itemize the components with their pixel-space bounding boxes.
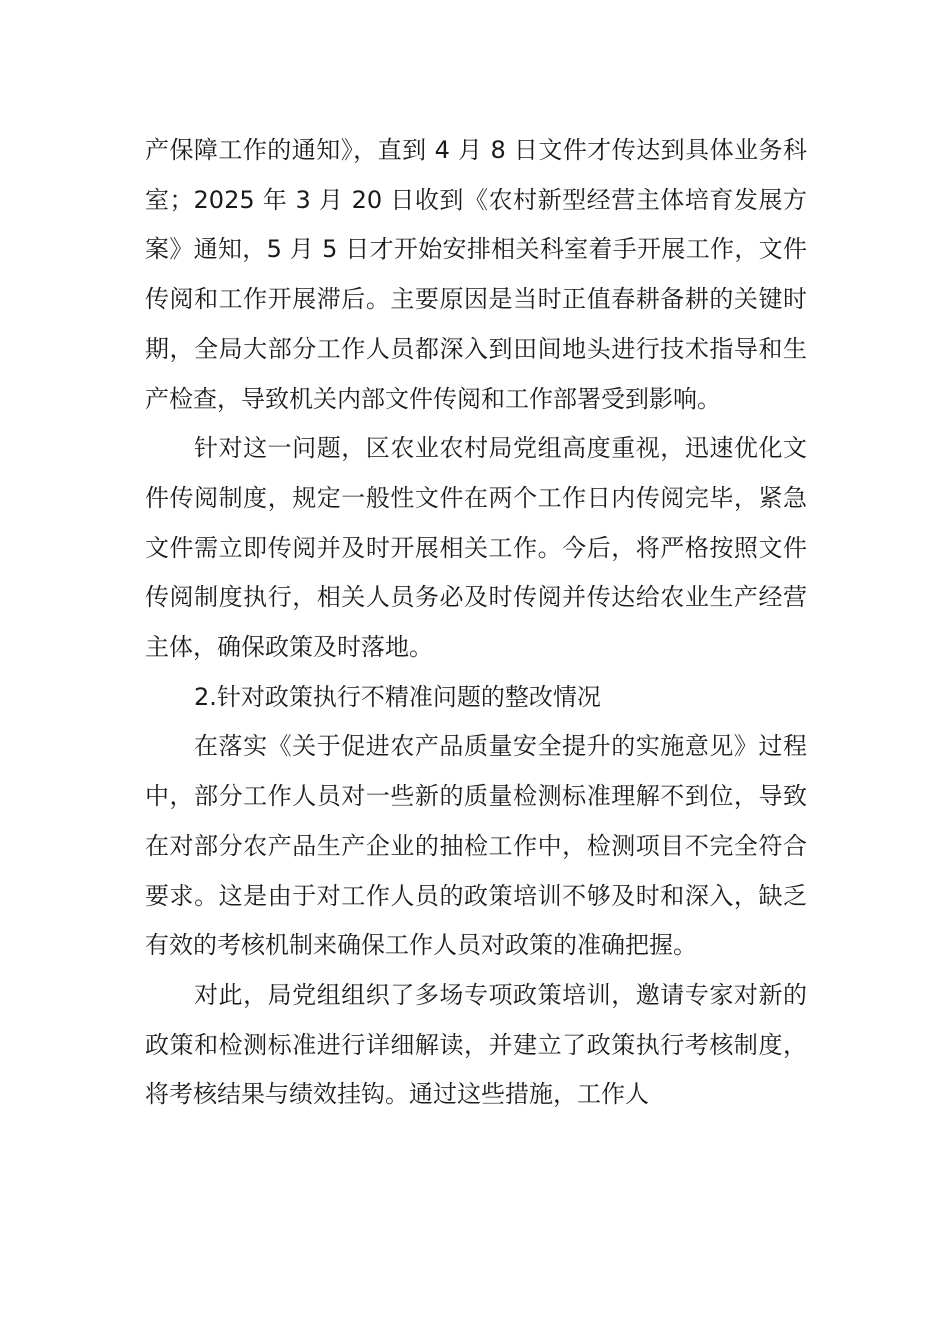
paragraph-policy-execution-problem: 在落实《关于促进农产品质量安全提升的实施意见》过程中，部分工作人员对一些新的质量检测标准理解不到位，导致在对部分农产品生产企业的抽检工作中，检测项目不完全符合要求。这是由于对工作人员的政策培训不够及时和深入，缺乏有效的考核机制来确保工作人员对政策的准确把握。 [145,732,807,960]
paragraph-intro-delay: 产保障工作的通知》，直到 4 月 8 日文件才传达到具体业务科室；2025 年 3 月 20 日收到《农村新型经营主体培育发展方案》通知，5 月 5 日才开始安排相关科室着手开展工作，文件传阅和工作开展滞后。主要原因是当时正值春耕备耕的关键时期，全局大部分工作人员都深入到田间地头进行技术指导和生产检查，导致机关内部文件传阅和工作部署受到影响。 [145,136,807,413]
paragraph-rectification-circulation: 针对这一问题，区农业农村局党组高度重视，迅速优化文件传阅制度，规定一般性文件在两个工作日内传阅完毕，紧急文件需立即传阅并及时开展相关工作。今后，将严格按照文件传阅制度执行，相关人员务必及时传阅并传达给农业生产经营主体，确保政策及时落地。 [145,434,807,662]
paragraph-policy-training-measures: 对此，局党组组织了多场专项政策培训，邀请专家对新的政策和检测标准进行详细解读，并建立了政策执行考核制度，将考核结果与绩效挂钩。通过这些措施，工作人 [145,980,807,1109]
section-heading-policy-execution: 2.针对政策执行不精准问题的整改情况 [194,682,601,711]
document-body [145,126,807,1120]
